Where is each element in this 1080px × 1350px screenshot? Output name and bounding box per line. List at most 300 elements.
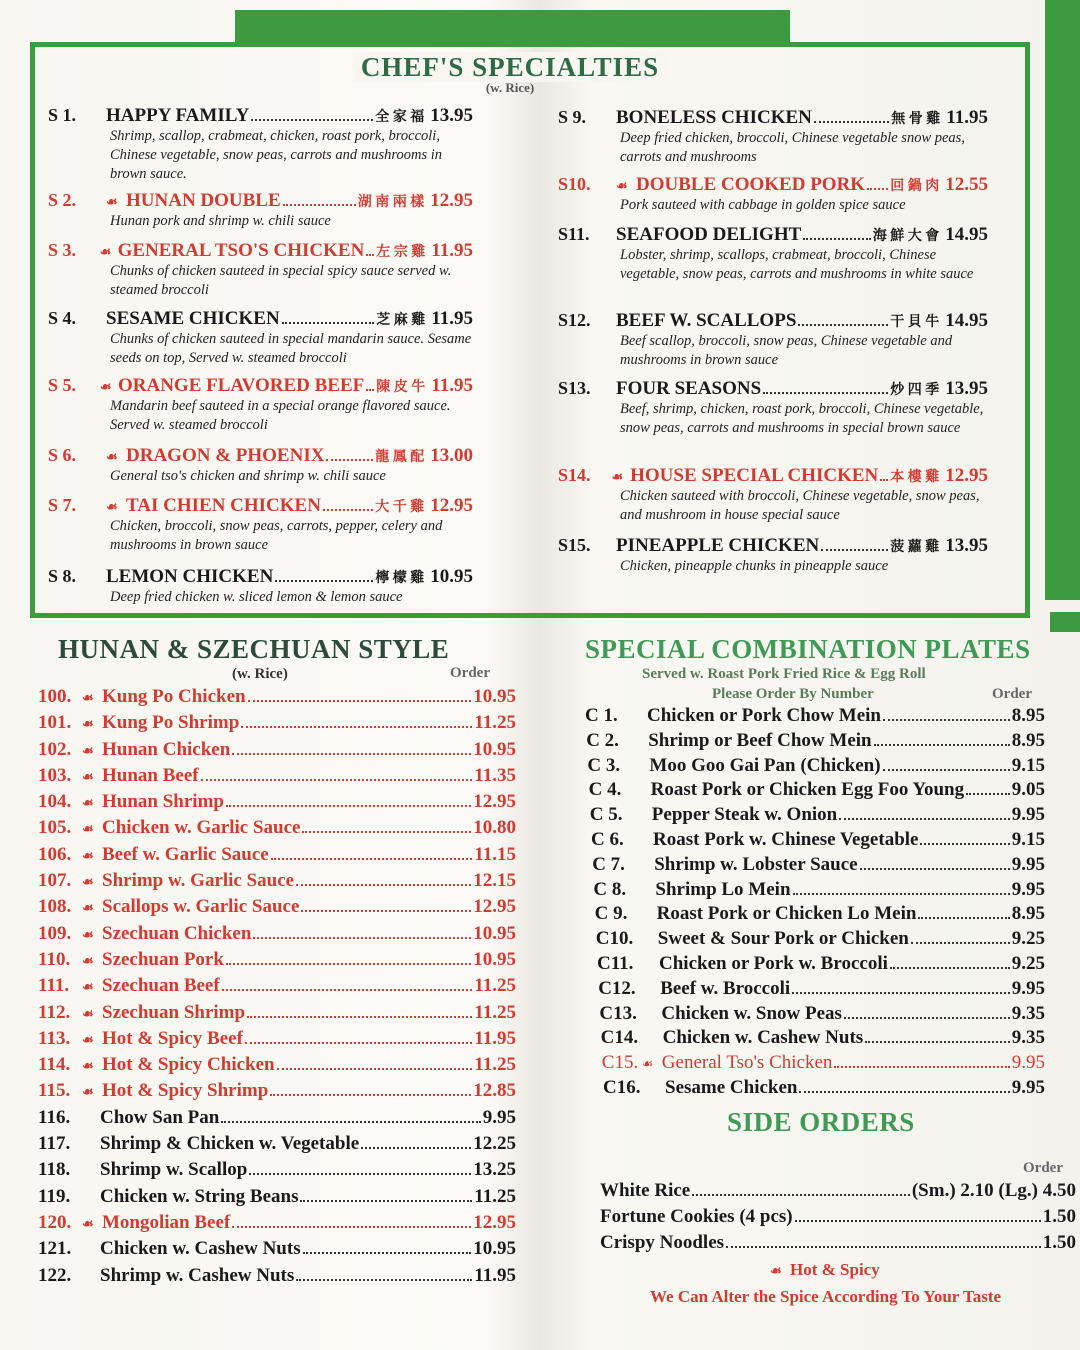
item-price: 8.95	[1011, 705, 1045, 726]
item-price: 12.15	[473, 870, 516, 892]
item-chinese-name: 菠 蘿 雞	[890, 540, 940, 555]
item-number: S15.	[558, 535, 591, 555]
item-price: 9.95	[1011, 977, 1045, 999]
dot-leader	[296, 1279, 472, 1281]
chef-item-row	[558, 535, 988, 557]
chef-item	[48, 240, 473, 300]
dot-leader	[763, 392, 888, 394]
list-item	[585, 928, 1045, 953]
list-item	[600, 1232, 1076, 1258]
item-price: 10.95	[473, 1238, 516, 1260]
item-description: Deep fried chicken, broccoli, Chinese vegetable snow peas, carrots and mushrooms	[620, 130, 965, 165]
chef-item	[558, 465, 988, 525]
dot-leader	[867, 188, 888, 190]
item-number: S 8.	[48, 566, 77, 586]
item-name: Chicken or Pork Chow Mein	[647, 705, 881, 726]
item-number: S13.	[558, 378, 591, 398]
item-chinese-name: 海 鮮 大 會	[872, 229, 940, 244]
item-price: 12.95	[430, 190, 473, 211]
item-number: S 9.	[558, 107, 587, 127]
dot-leader	[251, 119, 373, 121]
list-item	[38, 1107, 516, 1133]
item-number: 107.	[38, 870, 72, 892]
item-price: 13.95	[945, 535, 988, 556]
item-name: BEEF W. SCALLOPS	[616, 310, 797, 331]
item-description: Chunks of chicken sauteed in special spicy sauce served w. steamed broccoli	[110, 263, 452, 298]
item-price: 8.95	[1011, 729, 1045, 751]
item-number: S 7.	[48, 495, 77, 515]
item-number: C 7.	[592, 853, 625, 875]
item-number: C 2.	[586, 729, 619, 751]
item-price: 12.95	[945, 465, 988, 486]
item-name: HAPPY FAMILY	[106, 105, 250, 126]
item-name: Pepper Steak w. Onion	[651, 804, 838, 826]
item-name: Roast Pork or Chicken Egg Foo Young	[650, 779, 965, 801]
item-price: 12.25	[473, 1133, 516, 1155]
combination-note: Please Order By Number	[712, 686, 874, 702]
item-price: 11.95	[431, 240, 473, 261]
hunan-list	[38, 686, 516, 1291]
chef-item-row	[558, 378, 988, 400]
item-name: BONELESS CHICKEN	[616, 107, 812, 128]
dot-leader	[366, 254, 374, 256]
item-name: Beef w. Garlic Sauce	[102, 843, 269, 865]
item-description: General tso's chicken and shrimp w. chili sauce	[110, 468, 386, 484]
item-number: C11.	[597, 952, 634, 974]
item-name: Roast Pork w. Chinese Vegetable	[653, 828, 919, 850]
item-price: 11.15	[474, 843, 516, 865]
list-item	[585, 779, 1045, 804]
pepper-icon: ☙	[106, 449, 118, 464]
item-price: 11.25	[474, 1054, 516, 1076]
item-name: Chicken w. String Beans	[100, 1185, 299, 1207]
dot-leader	[296, 884, 471, 886]
item-number: 114.	[38, 1054, 71, 1076]
dot-leader	[226, 963, 471, 965]
item-price: 12.85	[473, 1080, 516, 1102]
dot-leader	[911, 942, 1010, 944]
item-description: Lobster, shrimp, scallops, crabmeat, broccoli, Chinese vegetable, snow peas, carrots and mushrooms in white sauce	[620, 247, 974, 282]
item-description: Beef, shrimp, chicken, roast pork, broccoli, Chinese vegetable, snow peas, carrots and mushrooms in special brown sauce	[620, 401, 984, 436]
item-price: 12.95	[473, 1211, 516, 1233]
item-price: 8.95	[1011, 903, 1045, 925]
item-number: 120.	[38, 1211, 72, 1233]
item-price: 14.95	[945, 310, 988, 331]
item-number: 104.	[38, 791, 72, 813]
green-top-bar	[235, 10, 790, 44]
legend-hot: ☙ Hot & Spicy	[770, 1260, 880, 1279]
item-price: 1.50	[1042, 1206, 1076, 1227]
item-price: 9.35	[1011, 1027, 1045, 1049]
chef-item	[48, 105, 473, 184]
dot-leader	[920, 843, 1009, 845]
chef-item-row	[48, 105, 473, 127]
item-name: Beef w. Broccoli	[660, 977, 791, 999]
list-item	[585, 953, 1045, 978]
chef-item-row	[48, 240, 473, 262]
dot-leader	[270, 1094, 471, 1096]
item-price: 9.15	[1011, 828, 1045, 850]
item-number: C 8.	[593, 878, 627, 900]
chef-item-row	[48, 445, 473, 467]
chef-item-row	[558, 224, 988, 246]
pepper-icon: ☙	[82, 768, 94, 784]
item-chinese-name: 大 千 雞	[375, 500, 425, 515]
list-item	[38, 1133, 516, 1159]
item-chinese-name: 回 鍋 肉	[890, 179, 940, 194]
chef-item	[558, 107, 988, 167]
list-item	[38, 1212, 516, 1238]
item-name: Shrimp & Chicken w. Vegetable	[100, 1133, 360, 1155]
item-price: 9.95	[1011, 1076, 1045, 1098]
item-number: 100.	[38, 686, 72, 707]
dot-leader	[302, 831, 471, 833]
list-item	[600, 1206, 1076, 1232]
item-name: Moo Goo Gai Pan (Chicken)	[649, 754, 881, 776]
list-item	[38, 1265, 516, 1291]
item-name: Chow San Pan	[100, 1106, 220, 1128]
list-item	[38, 765, 516, 791]
chef-item	[558, 378, 988, 438]
item-name: Szechuan Shrimp	[102, 1001, 246, 1023]
combination-list	[585, 705, 1045, 1102]
list-item	[38, 817, 516, 843]
item-name: Chicken w. Cashew Nuts	[662, 1027, 864, 1049]
item-name: TAI CHIEN CHICKEN	[126, 495, 321, 516]
item-name: HOUSE SPECIAL CHICKEN	[630, 465, 879, 486]
item-number: 109.	[38, 922, 72, 944]
list-item	[585, 829, 1045, 854]
item-price: 10.95	[473, 948, 516, 970]
item-price: (Sm.) 2.10 (Lg.) 4.50	[911, 1180, 1076, 1201]
chefs-specialties-title: CHEF'S SPECIALTIES	[0, 52, 1020, 83]
item-number: 111.	[38, 975, 70, 997]
list-item	[585, 730, 1045, 755]
item-number: C 9.	[594, 903, 628, 925]
green-side-bar	[1045, 0, 1080, 600]
item-description: Shrimp, scallop, crabmeat, chicken, roast pork, broccoli, Chinese vegetable, snow peas, carrots and mushrooms in brown sauce.	[110, 128, 442, 182]
item-name: Kung Po Shrimp	[102, 712, 240, 734]
chef-item	[48, 308, 473, 368]
dot-leader	[821, 549, 888, 551]
dot-leader	[880, 479, 888, 481]
chef-item	[558, 535, 988, 576]
dot-leader	[253, 937, 471, 939]
dot-leader	[300, 1200, 472, 1202]
pepper-icon: ☙	[82, 795, 94, 811]
item-name: LEMON CHICKEN	[106, 566, 274, 587]
item-name: Chicken w. Cashew Nuts	[100, 1238, 301, 1260]
dot-leader	[277, 1068, 473, 1070]
item-name: ORANGE FLAVORED BEEF	[117, 375, 365, 396]
pepper-icon: ☙	[82, 716, 94, 732]
list-item	[38, 896, 516, 922]
item-name: Kung Po Chicken	[102, 686, 246, 707]
hunan-order-label: Order	[450, 665, 490, 681]
list-item	[38, 1186, 516, 1212]
item-price: 9.05	[1011, 779, 1045, 801]
dot-leader	[245, 1042, 472, 1044]
item-price: 9.25	[1011, 928, 1045, 950]
item-name: DRAGON & PHOENIX	[126, 445, 325, 466]
item-chinese-name: 芝 麻 雞	[376, 313, 426, 328]
dot-leader	[222, 989, 473, 991]
dot-leader	[241, 726, 472, 728]
item-number: C15.	[601, 1052, 639, 1074]
item-price: 10.80	[473, 817, 516, 839]
item-price: 12.95	[473, 791, 516, 813]
list-item	[585, 1052, 1045, 1077]
item-number: 106.	[38, 843, 72, 865]
hunan-subtitle: (w. Rice)	[232, 666, 288, 682]
item-name: DOUBLE COOKED PORK	[636, 174, 866, 195]
pepper-icon: ☙	[82, 1058, 94, 1074]
item-name: SESAME CHICKEN	[106, 308, 280, 329]
item-name: Shrimp Lo Mein	[655, 878, 791, 900]
chef-item-row	[558, 174, 988, 196]
chef-item-row	[48, 375, 473, 397]
item-price: 9.35	[1011, 1002, 1045, 1024]
chef-item	[558, 224, 988, 284]
item-name: Hunan Chicken	[102, 738, 231, 760]
list-item	[585, 755, 1045, 780]
list-item	[38, 923, 516, 949]
item-name: Crispy Noodles	[600, 1232, 725, 1253]
item-number: 119.	[38, 1185, 71, 1207]
chef-item-row	[48, 308, 473, 330]
dot-leader	[883, 769, 1010, 771]
list-item	[38, 791, 516, 817]
item-price: 12.95	[430, 495, 473, 516]
chef-item	[48, 375, 473, 435]
item-price: 12.55	[945, 174, 988, 195]
item-price: 11.25	[474, 975, 516, 997]
list-item	[585, 903, 1045, 928]
item-name: FOUR SEASONS	[616, 378, 762, 399]
item-price: 11.95	[946, 107, 988, 128]
dot-leader	[248, 700, 472, 702]
item-number: S11.	[558, 224, 590, 244]
dot-leader	[793, 893, 1010, 895]
item-number: C10.	[595, 928, 634, 950]
item-number: S 1.	[48, 105, 77, 125]
chef-item-row	[48, 495, 473, 517]
item-name: Shrimp w. Garlic Sauce	[102, 870, 295, 892]
dot-leader	[366, 389, 374, 391]
item-price: 11.95	[474, 1264, 516, 1286]
pepper-icon: ☙	[82, 742, 94, 758]
pepper-icon: ☙	[82, 874, 94, 890]
list-item	[38, 949, 516, 975]
dot-leader	[803, 238, 870, 240]
list-item	[585, 1077, 1045, 1102]
chef-item-row	[558, 310, 988, 332]
item-price: 13.95	[430, 105, 473, 126]
pepper-icon: ☙	[82, 926, 94, 942]
item-name: Hot & Spicy Shrimp	[102, 1080, 269, 1102]
item-name: PINEAPPLE CHICKEN	[616, 535, 820, 556]
dot-leader	[839, 818, 1009, 820]
pepper-icon: ☙	[641, 1056, 654, 1072]
list-item	[38, 870, 516, 896]
item-number: C14.	[600, 1027, 639, 1049]
item-description: Deep fried chicken w. sliced lemon & lemon sauce	[110, 589, 403, 605]
item-name: Shrimp or Beef Chow Mein	[648, 729, 872, 751]
item-price: 10.95	[430, 566, 473, 587]
dot-leader	[303, 1252, 472, 1254]
item-price: 9.95	[1011, 804, 1045, 826]
legend-note: We Can Alter the Spice According To Your Taste	[650, 1287, 1002, 1306]
item-name: White Rice	[600, 1180, 691, 1201]
item-name: Shrimp w. Lobster Sauce	[654, 853, 858, 875]
item-number: C13.	[599, 1002, 637, 1024]
dot-leader	[844, 1017, 1010, 1019]
item-chinese-name: 本 樓 雞	[890, 470, 940, 485]
dot-leader	[249, 1173, 471, 1175]
pepper-icon: ☙	[106, 499, 118, 514]
item-number: 103.	[38, 764, 72, 786]
dot-leader	[282, 322, 375, 324]
combination-title: SPECIAL COMBINATION PLATES	[585, 634, 1031, 664]
item-number: S 5.	[48, 375, 77, 395]
dot-leader	[221, 1121, 480, 1123]
item-number: C 4.	[588, 779, 622, 801]
chef-item-row	[48, 566, 473, 588]
item-number: 118.	[38, 1159, 71, 1181]
chef-item	[558, 174, 988, 215]
list-item	[585, 1027, 1045, 1052]
pepper-icon: ☙	[616, 178, 628, 193]
item-chinese-name: 湖 南 兩 樣	[357, 195, 425, 210]
pepper-icon: ☙	[82, 821, 94, 837]
item-price: 9.95	[1011, 853, 1045, 875]
item-price: 13.00	[430, 445, 473, 466]
side-orders-list	[600, 1180, 1076, 1258]
item-number: 101.	[38, 712, 72, 734]
item-description: Chicken, pineapple chunks in pineapple sauce	[620, 558, 889, 574]
item-price: 9.95	[1011, 1052, 1045, 1074]
chef-item-row	[558, 107, 988, 129]
dot-leader	[883, 719, 1010, 721]
item-number: C 6.	[591, 828, 624, 850]
item-name: Shrimp w. Cashew Nuts	[100, 1264, 295, 1286]
list-item	[585, 705, 1045, 730]
item-number: 110.	[38, 948, 71, 970]
dot-leader	[692, 1194, 910, 1196]
dot-leader	[247, 1016, 472, 1018]
pepper-icon: ☙	[82, 900, 94, 916]
chef-item	[558, 310, 988, 370]
item-price: 11.35	[474, 764, 516, 786]
item-number: 117.	[38, 1133, 71, 1155]
list-item	[600, 1180, 1076, 1206]
item-description: Mandarin beef sauteed in a special orange flavored sauce. Served w. steamed broccoli	[110, 398, 451, 433]
item-name: Chicken w. Garlic Sauce	[102, 817, 301, 839]
pepper-icon: ☙	[82, 847, 94, 863]
item-price: 1.50	[1042, 1232, 1076, 1253]
item-name: GENERAL TSO'S CHICKEN	[117, 240, 365, 261]
green-side-bar-lower	[1050, 612, 1080, 632]
pepper-icon: ☙	[611, 469, 624, 484]
side-orders-title: SIDE ORDERS	[727, 1107, 915, 1137]
list-item	[38, 975, 516, 1001]
item-price: 13.95	[945, 378, 988, 399]
item-number: C 1.	[585, 705, 618, 726]
dot-leader	[226, 805, 471, 807]
chef-item	[48, 445, 473, 486]
item-description: Pork sauteed with cabbage in golden spice sauce	[620, 197, 906, 213]
item-name: General Tso's Chicken	[661, 1052, 833, 1074]
pepper-icon: ☙	[82, 952, 94, 968]
dot-leader	[814, 121, 889, 123]
list-item	[585, 804, 1045, 829]
item-number: 115.	[38, 1080, 71, 1102]
item-description: Beef scallop, broccoli, snow peas, Chinese vegetable and mushrooms in brown sauce	[620, 333, 953, 368]
item-chinese-name: 左 宗 雞	[376, 245, 426, 260]
item-number: C 5.	[589, 804, 623, 826]
dot-leader	[726, 1246, 1041, 1248]
dot-leader	[232, 1226, 471, 1228]
list-item	[38, 1054, 516, 1080]
item-price: 9.25	[1011, 952, 1045, 974]
item-description: Chicken, broccoli, snow peas, carrots, pepper, celery and mushrooms in brown sauce	[110, 518, 443, 553]
item-price: 13.25	[473, 1159, 516, 1181]
pepper-icon: ☙	[82, 1084, 94, 1100]
item-number: S 2.	[48, 190, 77, 210]
item-name: Shrimp w. Scallop	[100, 1159, 248, 1181]
item-price: 10.95	[473, 922, 516, 944]
chef-item-row	[48, 190, 473, 212]
dot-leader	[918, 917, 1009, 919]
item-name: Scallops w. Garlic Sauce	[102, 896, 300, 918]
item-chinese-name: 全 家 福	[375, 110, 425, 125]
list-item	[38, 1002, 516, 1028]
item-chinese-name: 干 貝 牛	[890, 315, 940, 330]
item-number: 112.	[38, 1001, 71, 1023]
item-price: 11.25	[474, 1185, 516, 1207]
item-price: 11.25	[474, 712, 516, 734]
chef-item-row	[558, 465, 988, 487]
item-chinese-name: 檸 檬 雞	[375, 571, 425, 586]
item-price: 9.95	[1011, 878, 1045, 900]
dot-leader	[283, 204, 356, 206]
dot-leader	[795, 1220, 1041, 1222]
item-chinese-name: 陳 皮 牛	[376, 380, 426, 395]
list-item	[38, 1238, 516, 1264]
dot-leader	[798, 324, 888, 326]
item-number: 108.	[38, 896, 72, 918]
item-name: Hot & Spicy Beef	[102, 1027, 243, 1049]
item-name: Chicken w. Snow Peas	[661, 1002, 842, 1024]
item-number: 121.	[38, 1238, 72, 1260]
dot-leader	[301, 910, 471, 912]
item-number: S 6.	[48, 445, 77, 465]
item-description: Chunks of chicken sauteed in special mandarin sauce. Sesame seeds on top, Served w. steamed broccoli	[110, 331, 472, 366]
item-description: Chicken sauteed with broccoli, Chinese vegetable, snow peas, and mushroom in house special sauce	[620, 488, 980, 523]
item-number: 116.	[38, 1106, 71, 1128]
item-name: Hunan Shrimp	[102, 791, 224, 813]
list-item	[585, 854, 1045, 879]
item-chinese-name: 龍 鳳 配	[375, 450, 425, 465]
pepper-icon: ☙	[106, 194, 118, 209]
item-price: 10.95	[473, 738, 516, 760]
dot-leader	[860, 868, 1010, 870]
pepper-icon: ☙	[82, 1031, 94, 1047]
list-item	[38, 686, 516, 712]
item-number: C16.	[603, 1076, 641, 1098]
item-name: Sesame Chicken	[665, 1076, 798, 1098]
chefs-specialties-subtitle: (w. Rice)	[485, 80, 535, 95]
